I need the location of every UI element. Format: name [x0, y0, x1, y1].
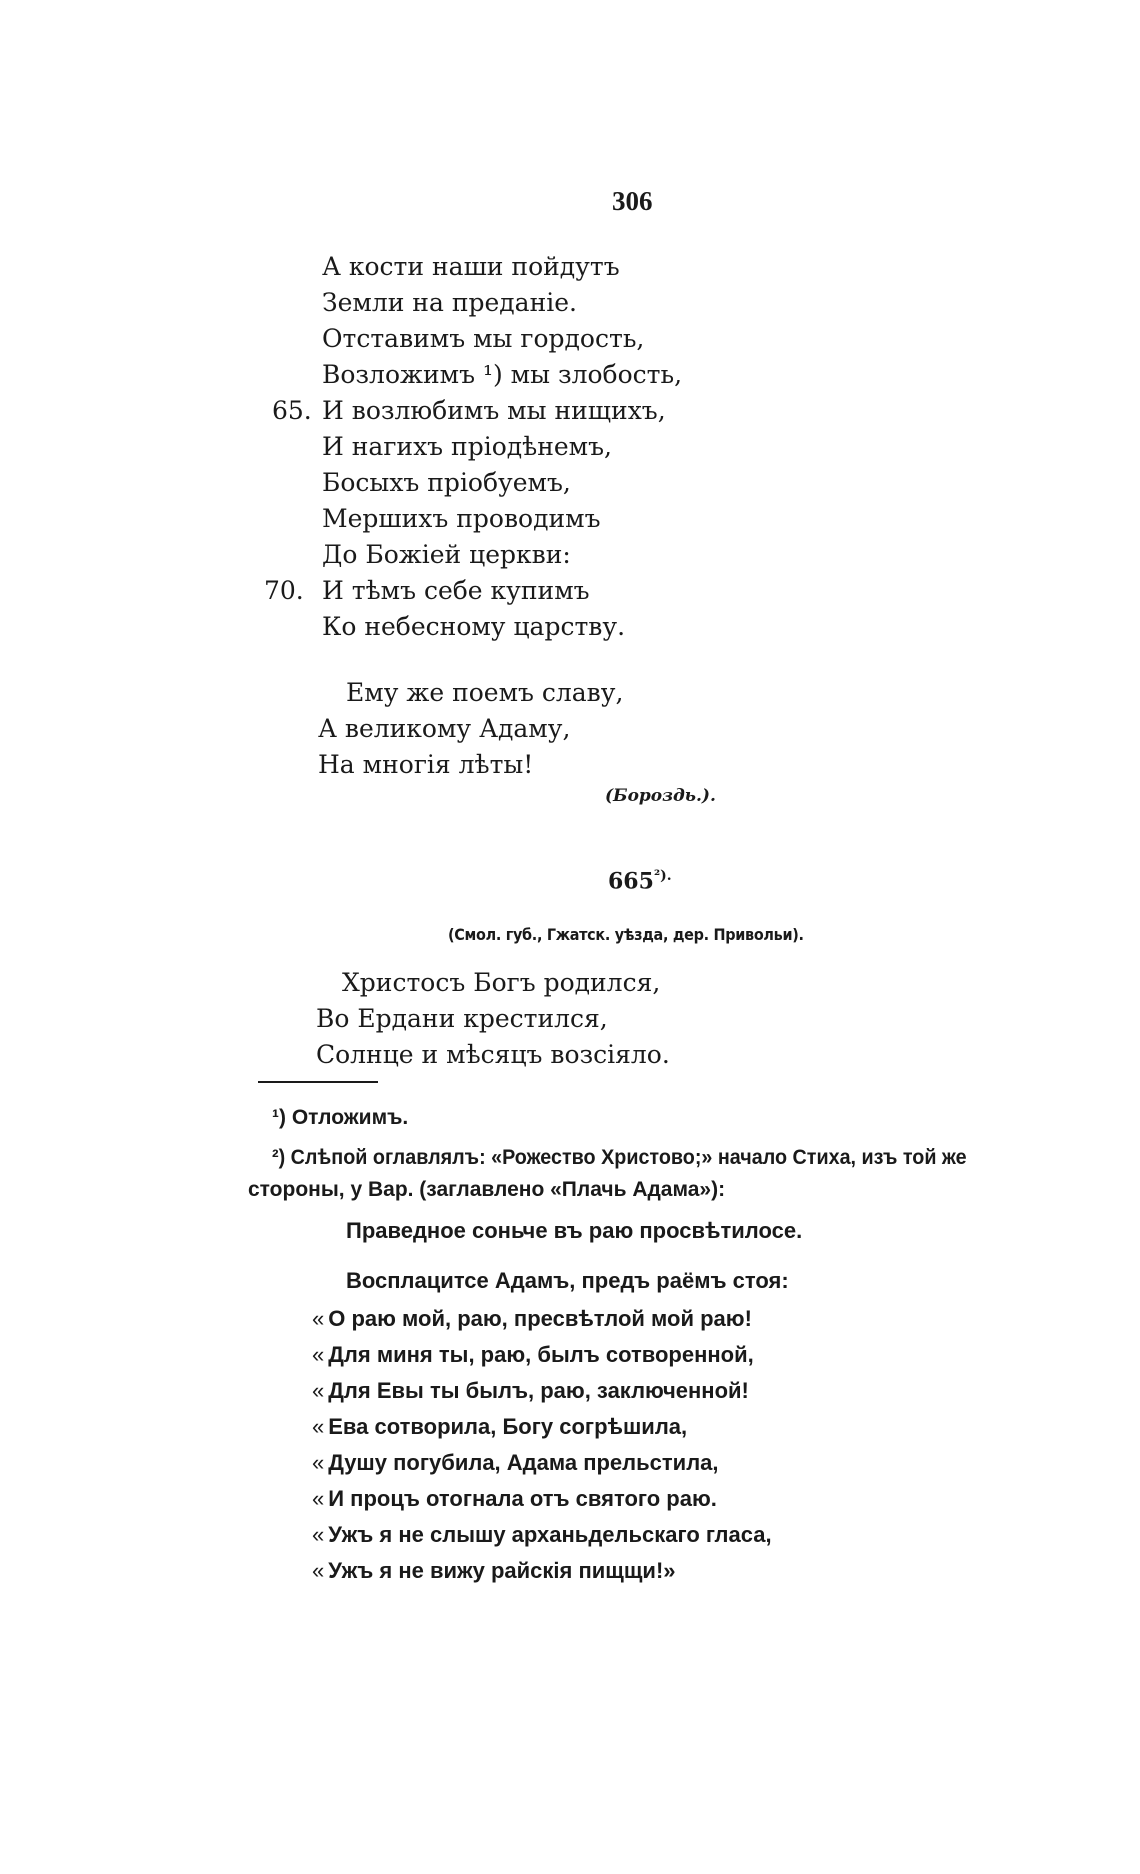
verse-line: До Божіей церкви: [322, 540, 571, 569]
verse-line: Возложимъ ¹) мы злобость, [322, 360, 683, 389]
footnote-2-line-2: стороны, у Вар. (заглавлено «Плачь Адама»): [248, 1178, 726, 1201]
verse-line: Христосъ Богъ родился, [342, 968, 661, 997]
footnote-epigraph: Праведное соньче въ раю просвѣтилосе. [346, 1218, 803, 1243]
verse-line: Ему же поемъ славу, [346, 678, 624, 707]
verse-line: И тѣмъ себе купимъ [322, 576, 590, 605]
verse-line: Солнце и мѣсяцъ возсіяло. [316, 1040, 670, 1069]
footnote-ref: ²). [653, 868, 672, 884]
verse-line: Ко небесному царству. [322, 612, 626, 641]
verse-line: А великому Адаму, [318, 714, 571, 743]
line-number: 70. [264, 576, 304, 605]
footnote-poem-line: « Для Евы ты былъ, раю, заключенной! [312, 1378, 749, 1403]
page-number: 306 [612, 186, 653, 216]
footnote-1: ¹) Отложимъ. [272, 1106, 409, 1129]
line-number: 65. [272, 396, 312, 425]
footnote-2-line-1: ²) Слѣпой оглавлялъ: «Рожество Христово;» начало Стиха, изъ той же [272, 1146, 967, 1169]
attribution: (Бороздь.). [605, 786, 716, 806]
verse-line: А кости наши пойдутъ [322, 252, 620, 281]
footnote-poem-line: « Ужъ я не вижу райскія пищщи!» [312, 1558, 676, 1583]
verse-line: Босыхъ пріобуемъ, [322, 468, 571, 497]
footnote-poem-line: « Для миня ты, раю, былъ сотворенной, [312, 1342, 754, 1367]
section-number-value: 665 [608, 868, 654, 895]
verse-line: Во Ердани крестился, [316, 1004, 608, 1033]
footnote-poem-line: « Ева сотворила, Богу согрѣшила, [312, 1414, 688, 1439]
footnote-divider [258, 1081, 378, 1083]
verse-line: Мершихъ проводимъ [322, 504, 601, 533]
section-number [608, 868, 672, 894]
footnote-poem-line: « Душу погубила, Адама прельстила, [312, 1450, 719, 1475]
footnote-poem-line: « О раю мой, раю, пресвѣтлой мой раю! [312, 1306, 752, 1331]
verse-line: Отставимъ мы гордость, [322, 324, 645, 353]
footnote-poem-line: « И процъ отогнала отъ святого раю. [312, 1486, 717, 1511]
footnote-poem-intro: Восплацитсе Адамъ, предъ раёмъ стоя: [346, 1268, 789, 1293]
footnote-poem-line: « Ужъ я не слышу арханьдельскаго гласа, [312, 1522, 772, 1547]
verse-line: И возлюбимъ мы нищихъ, [322, 396, 666, 425]
verse-line: И нагихъ пріодѣнемъ, [322, 432, 612, 461]
location-note: (Смол. губ., Гжатск. уѣзда, дер. Привольи). [448, 925, 804, 944]
verse-line: Земли на преданіе. [322, 288, 577, 317]
verse-line: На многія лѣты! [318, 750, 534, 779]
